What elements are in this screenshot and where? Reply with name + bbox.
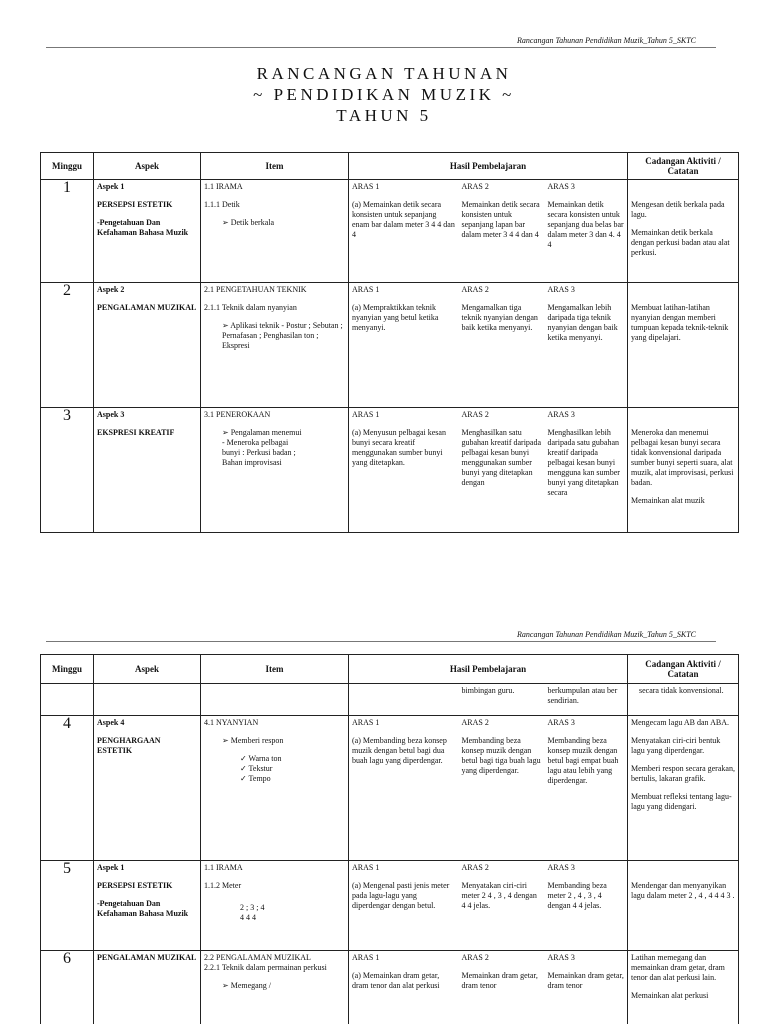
table-row [41, 283, 739, 408]
aras-text: (a) Mempraktikkan teknik nyanyian yang betul ketika menyanyi. [352, 303, 439, 332]
aras-text: (a) Memainkan detik secara konsisten untuk sepanjang enam bar dalam meter 3 4 4 dan 4 [352, 200, 455, 239]
col-item: Item [201, 153, 349, 180]
item-check: ✓ Tekstur [240, 764, 273, 773]
plan-table-page-2 [40, 654, 739, 1024]
aras3-cell [545, 180, 628, 283]
item-sub: 2.2.1 Teknik dalam permainan perkusi [204, 963, 327, 972]
aktiviti-text: Memainkan alat muzik [631, 496, 705, 505]
aras-label: ARAS 3 [547, 953, 575, 962]
aras3-cell [545, 951, 628, 1024]
aktiviti-cell [628, 951, 739, 1024]
aktiviti-cell [628, 716, 739, 861]
aras3-cell [545, 408, 628, 533]
week-number: 4 [41, 716, 94, 861]
aras-label: ARAS 2 [461, 953, 489, 962]
item-cell [201, 951, 349, 1024]
aspek-cell [94, 283, 201, 408]
week-number: 1 [41, 180, 94, 283]
aras3-cell [545, 716, 628, 861]
aras-text: (a) Mengenal pasti jenis meter pada lagu-lagu yang diperdengar dengan betul. [352, 881, 450, 910]
aspek-label: Aspek 3 [97, 410, 125, 419]
week-number: 2 [41, 283, 94, 408]
aras-text: Memainkan detik secara konsisten untuk sepanjang dua belas bar dalam meter 3 dan 4. 4 4 [547, 200, 624, 249]
header-rule [46, 641, 716, 642]
aras1-cell [349, 283, 459, 408]
plan-table-page-1 [40, 152, 739, 533]
meter-values: 2 ; 3 ; 4 [240, 903, 265, 912]
aras-label: ARAS 2 [461, 182, 489, 191]
aktiviti-text: Latihan memegang dan memainkan dram getar, dram tenor dan alat perkusi lain. [631, 953, 725, 982]
item-bullet: ➢ Memberi respon [222, 736, 284, 745]
aktiviti-text: Mengecam lagu AB dan ABA. [631, 718, 729, 727]
aras1-cell [349, 408, 459, 533]
aras-label: ARAS 3 [547, 718, 575, 727]
aktiviti-text: Memainkan detik berkala dengan perkusi badan atau alat perkusi. [631, 228, 730, 257]
title-line-1: RANCANGAN TAHUNAN [256, 64, 512, 83]
aras-label: ARAS 1 [352, 410, 380, 419]
aktiviti-text: Memainkan alat perkusi [631, 991, 709, 1000]
table-row [41, 861, 739, 951]
col-item: Item [201, 655, 349, 684]
aspek-cell [94, 951, 201, 1024]
aktiviti-text: Meneroka dan menemui pelbagai kesan bunyi secara tidak konvensional daripada sumber bunyi seperti suara, alat muzik, alat improvisasi, perkusi badan. [631, 428, 734, 487]
aspek-label: Aspek 1 [97, 182, 125, 191]
aktiviti-cell [628, 283, 739, 408]
item-cell [201, 283, 349, 408]
aras-label: ARAS 1 [352, 718, 380, 727]
aras-text: Memainkan detik secara konsisten untuk sepanjang lapan bar dalam meter 3 4 4 dan 4 [461, 200, 540, 239]
aras1-cell [349, 180, 459, 283]
aspek-cell [94, 180, 201, 283]
aras1-cell [349, 861, 459, 951]
item-check: ✓ Tempo [240, 774, 271, 783]
aspek-cell [94, 716, 201, 861]
aras2-cell: bimbingan guru. [459, 684, 545, 716]
aspek-label: Aspek 1 [97, 863, 125, 872]
table-row [41, 951, 739, 1024]
item-heading: 1.1 IRAMA [204, 182, 243, 191]
running-header: Rancangan Tahunan Pendidikan Muzik_Tahun 5_SKTC [517, 36, 696, 45]
item-heading: 2.2 PENGALAMAN MUZIKAL [204, 953, 311, 962]
aras-text: Membanding beza konsep muzik dengan betul bagi empat buah lagu atau lebih yang diperdengar. [547, 736, 619, 785]
aras-label: ARAS 2 [461, 863, 489, 872]
aras-text: Membanding beza meter 2 , 4 , 3 , 4 dengan 4 4 jelas. [547, 881, 607, 910]
aras3-cell: berkumpulan atau ber sendirian. [545, 684, 628, 716]
aras3-cell [545, 861, 628, 951]
meter-values: 4 4 4 [240, 913, 256, 922]
aktiviti-text: Menyatakan ciri-ciri bentuk lagu yang diperdengar. [631, 736, 721, 755]
aspek-label: Aspek 4 [97, 718, 125, 727]
empty-cell [94, 684, 201, 716]
empty-cell [41, 684, 94, 716]
table-row [41, 408, 739, 533]
aras-text: Mengamalkan tiga teknik nyanyian dengan baik ketika menyanyi. [461, 303, 538, 332]
aras2-cell [459, 180, 545, 283]
title-line-3: TAHUN 5 [336, 106, 432, 125]
table-row [41, 716, 739, 861]
aras1-cell [349, 716, 459, 861]
aras-text: Menyatakan ciri-ciri meter 2 4 , 3 , 4 dengan 4 4 jelas. [461, 881, 537, 910]
item-bullet: ➢ Pengalaman menemui - Meneroka pelbagai bunyi : Perkusi badan ; Bahan improvisasi [222, 428, 302, 467]
aspek-sub: -Pengetahuan Dan Kefahaman Bahasa Muzik [97, 899, 189, 918]
col-aktiviti: Cadangan Aktiviti / Catatan [628, 655, 739, 684]
aras2-cell [459, 951, 545, 1024]
aras-label: ARAS 3 [547, 285, 575, 294]
aktiviti-text: Memberi respon secara gerakan, bertulis, lakaran grafik. [631, 764, 735, 783]
title-line-2: ~ PENDIDIKAN MUZIK ~ [253, 85, 515, 104]
aras-text: (a) Memainkan dram getar, dram tenor dan alat perkusi [352, 971, 440, 990]
aktiviti-text: Membuat latihan-latihan nyanyian dengan memberi tumpuan kepada teknik-teknik yang dipelajari. [631, 303, 729, 342]
aspek-title: PENGALAMAN MUZIKAL [97, 303, 197, 312]
running-header: Rancangan Tahunan Pendidikan Muzik_Tahun 5_SKTC [517, 630, 696, 639]
aktiviti-cell [628, 408, 739, 533]
aras2-cell [459, 283, 545, 408]
aras-label: ARAS 2 [461, 718, 489, 727]
table-row [41, 684, 739, 716]
aktiviti-cell [628, 861, 739, 951]
item-bullet: ➢ Detik berkala [222, 218, 275, 227]
week-number: 3 [41, 408, 94, 533]
item-cell [201, 716, 349, 861]
week-number: 5 [41, 861, 94, 951]
aspek-label: Aspek 2 [97, 285, 125, 294]
aspek-sub: -Pengetahuan Dan Kefahaman Bahasa Muzik [97, 218, 189, 237]
aras-label: ARAS 2 [461, 285, 489, 294]
aras2-cell [459, 716, 545, 861]
item-bullet: ➢ Aplikasi teknik - Postur ; Sebutan ; Pernafasan ; Penghasilan ton ; Ekspresi [222, 321, 343, 350]
aspek-cell [94, 408, 201, 533]
aspek-title: EKSPRESI KREATIF [97, 428, 175, 437]
aspek-title: PERSEPSI ESTETIK [97, 881, 173, 890]
aras-label: ARAS 1 [352, 182, 380, 191]
aspek-title: PERSEPSI ESTETIK [97, 200, 173, 209]
col-minggu: Minggu [41, 153, 94, 180]
document-title [0, 63, 768, 126]
aras-label: ARAS 1 [352, 285, 380, 294]
aras-label: ARAS 3 [547, 863, 575, 872]
document-page-2 [0, 618, 768, 1024]
aktiviti-text: Mengesan detik berkala pada lagu. [631, 200, 725, 219]
aras-label: ARAS 1 [352, 863, 380, 872]
aras2-cell [459, 408, 545, 533]
aras-label: ARAS 3 [547, 182, 575, 191]
item-check: ✓ Warna ton [240, 754, 282, 763]
aras-text: Menghasilkan satu gubahan kreatif daripada pelbagai kesan bunyi menggunakan sumber bunyi yang ditetapkan dengan [461, 428, 542, 487]
aras-text: Menghasilkan lebih daripada satu gubahan kreatif daripada pelbagai kesan bunyi mengguna kan sumber bunyi yang ditetapkan secara [547, 428, 620, 497]
col-minggu: Minggu [41, 655, 94, 684]
col-aktiviti: Cadangan Aktiviti / Catatan [628, 153, 739, 180]
item-heading: 1.1 IRAMA [204, 863, 243, 872]
item-bullet: ➢ Memegang / [222, 981, 271, 990]
item-cell [201, 861, 349, 951]
col-hasil: Hasil Pembelajaran [349, 655, 628, 684]
aktiviti-cell [628, 180, 739, 283]
item-sub: 1.1.1 Detik [204, 200, 240, 209]
aras1-cell [349, 951, 459, 1024]
header-rule [46, 47, 716, 48]
empty-cell [201, 684, 349, 716]
aras-text: Membanding beza konsep muzik dengan betul bagi tiga buah lagu yang diperdengar. [461, 736, 541, 775]
aktiviti-text: secara tidak konvensional. [639, 686, 724, 695]
item-heading: 3.1 PENEROKAAN [204, 410, 271, 419]
aras2-cell [459, 861, 545, 951]
item-cell [201, 180, 349, 283]
aktiviti-text: Membuat refleksi tentang lagu-lagu yang didengari. [631, 792, 732, 811]
col-hasil: Hasil Pembelajaran [349, 153, 628, 180]
empty-cell [349, 684, 459, 716]
item-sub: 1.1.2 Meter [204, 881, 242, 890]
aras-label: ARAS 1 [352, 953, 380, 962]
item-heading: 4.1 NYANYIAN [204, 718, 259, 727]
aspek-title: PENGALAMAN MUZIKAL [97, 953, 197, 962]
aras-text: (a) Menyusun pelbagai kesan bunyi secara kreatif menggunakan sumber bunyi yang ditetapkan. [352, 428, 446, 467]
aras-text: (a) Membanding beza konsep muzik dengan betul bagi dua buah lagu yang diperdengar. [352, 736, 447, 765]
item-sub: 2.1.1 Teknik dalam nyanyian [204, 303, 297, 312]
table-header-row [41, 153, 739, 180]
col-aspek: Aspek [94, 153, 201, 180]
aspek-cell [94, 861, 201, 951]
table-header-row [41, 655, 739, 684]
aras-text: Memainkan dram getar, dram tenor [547, 971, 624, 990]
item-cell [201, 408, 349, 533]
aras-label: ARAS 3 [547, 410, 575, 419]
week-number: 6 [41, 951, 94, 1024]
aras-label: ARAS 2 [461, 410, 489, 419]
col-aspek: Aspek [94, 655, 201, 684]
aras3-cell [545, 283, 628, 408]
item-heading: 2.1 PENGETAHUAN TEKNIK [204, 285, 307, 294]
aktiviti-cell [628, 684, 739, 716]
aktiviti-text: Mendengar dan menyanyikan lagu dalam meter 2 , 4 , 4 4 4 3 . [631, 881, 735, 900]
table-row [41, 180, 739, 283]
aras-text: Memainkan dram getar, dram tenor [461, 971, 538, 990]
aras-text: Mengamalkan lebih daripada tiga teknik nyanyian dengan baik ketika menyanyi. [547, 303, 618, 342]
aspek-title: PENGHARGAAN ESTETIK [97, 736, 161, 755]
